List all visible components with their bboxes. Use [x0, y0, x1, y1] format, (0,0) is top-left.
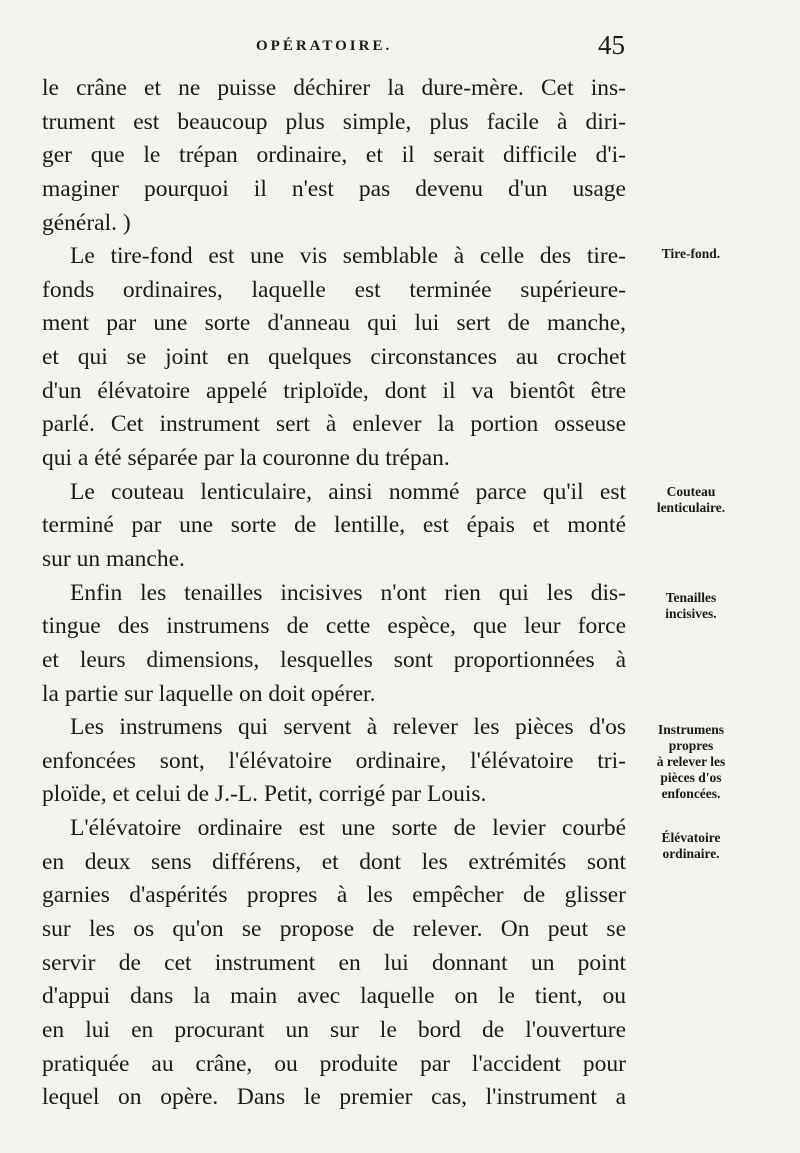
text-line: et qui se joint en quelques circonstances au crochet: [42, 344, 626, 371]
paragraph-start-instrumens: Les instrumens qui servent à relever les pièces d'os: [70, 714, 626, 741]
text-line: général. ): [42, 209, 131, 236]
margin-note-elevatoire: [632, 830, 750, 862]
text-line: terminé par une sorte de lentille, est épais et monté: [42, 512, 626, 539]
text-line: la partie sur laquelle on doit opérer.: [42, 680, 376, 707]
margin-note-line: à relever les: [656, 754, 726, 769]
text-line: en lui en procurant un sur le bord de l'ouverture: [42, 1016, 626, 1043]
text-line: fonds ordinaires, laquelle est terminée supérieure-: [42, 276, 626, 303]
text-line: trument est beaucoup plus simple, plus facile à diri-: [42, 108, 626, 135]
margin-note-line: propres: [668, 738, 714, 753]
margin-note-line: Tire-fond.: [661, 246, 721, 261]
text-line: garnies d'aspérités propres à les empêcher de glisser: [42, 882, 626, 909]
margin-note-tire-fond: [632, 246, 750, 262]
text-line: pratiquée au crâne, ou produite par l'accident pour: [42, 1050, 626, 1077]
text-line: ger que le trépan ordinaire, et il serait difficile d'i-: [42, 142, 626, 169]
margin-note-couteau: [632, 484, 750, 516]
body-text: [42, 72, 626, 1115]
margin-note-instrumens: [632, 722, 750, 802]
text-line: tingue des instrumens de cette espèce, que leur force: [42, 613, 626, 640]
text-line: enfoncées sont, l'élévatoire ordinaire, l'élévatoire tri-: [42, 747, 626, 774]
text-line: le crâne et ne puisse déchirer la dure-mère. Cet ins-: [42, 75, 626, 101]
margin-note-line: incisives.: [665, 606, 717, 621]
page-number: 45: [598, 30, 625, 60]
margin-note-line: ordinaire.: [662, 846, 720, 861]
text-line: parlé. Cet instrument sert à enlever la portion osseuse: [42, 411, 626, 438]
margin-note-line: Tenailles: [665, 590, 717, 605]
margin-note-line: Élévatoire: [661, 830, 721, 845]
paragraph-start-tenailles: Enfin les tenailles incisives n'ont rien qui les dis-: [70, 579, 626, 606]
text-line: sur les os qu'on se propose de relever. On peut se: [42, 916, 626, 943]
margin-note-tenailles: [632, 590, 750, 622]
margin-note-line: Couteau: [666, 484, 716, 499]
running-title: OPÉRATOIRE.: [256, 38, 393, 54]
paragraph-start-couteau: Le couteau lenticulaire, ainsi nommé parce qu'il est: [70, 478, 626, 505]
text-line: lequel on opère. Dans le premier cas, l'instrument a: [42, 1084, 626, 1111]
text-line: qui a été séparée par la couronne du trépan.: [42, 445, 450, 472]
margin-note-line: pièces d'os: [660, 770, 722, 785]
margin-note-line: enfoncées.: [661, 786, 721, 801]
paragraph-start-tire-fond: Le tire-fond est une vis semblable à celle des tire-: [70, 243, 626, 270]
text-line: d'un élévatoire appelé triploïde, dont il va bientôt être: [42, 377, 626, 404]
text-line: ploïde, et celui de J.-L. Petit, corrigé par Louis.: [42, 781, 487, 808]
text-line: sur un manche.: [42, 545, 185, 572]
paragraph-start-elevatoire: L'élévatoire ordinaire est une sorte de levier courbé: [70, 815, 626, 842]
text-line: en deux sens différens, et dont les extrémités sont: [42, 848, 626, 875]
text-line: ment par une sorte d'anneau qui lui sert de manche,: [42, 310, 626, 337]
text-line: maginer pourquoi il n'est pas devenu d'un usage: [42, 175, 626, 202]
text-line: d'appui dans la main avec laquelle on le tient, ou: [42, 983, 626, 1010]
text-line: servir de cet instrument en lui donnant un point: [42, 949, 626, 976]
margin-note-line: lenticulaire.: [656, 500, 726, 515]
text-line: et leurs dimensions, lesquelles sont proportionnées à: [42, 646, 626, 673]
margin-note-line: Instrumens: [657, 722, 724, 737]
